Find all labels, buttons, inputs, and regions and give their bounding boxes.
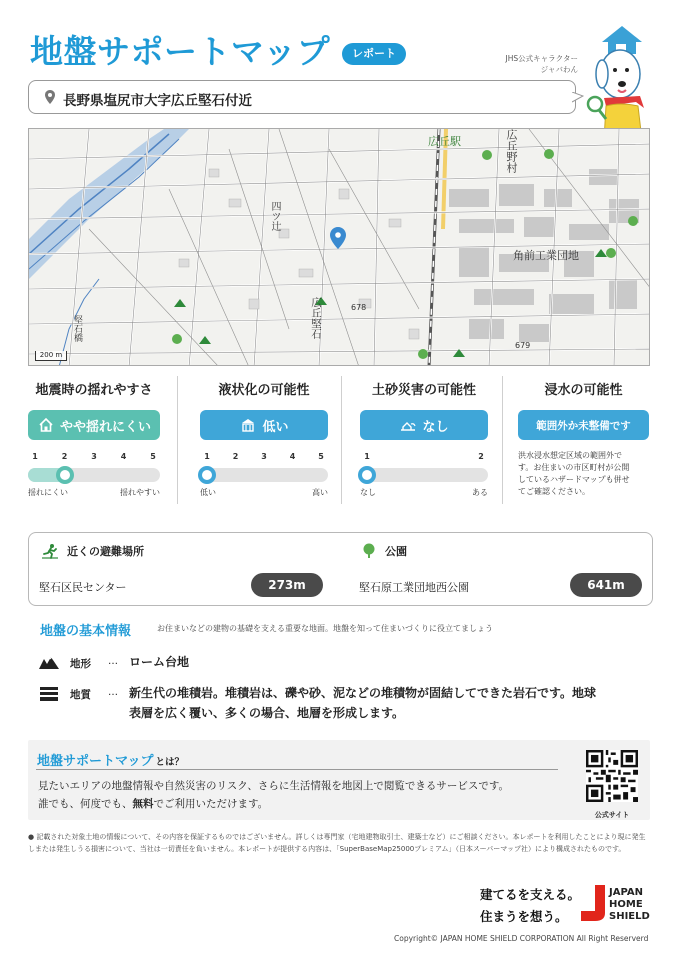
shelter-label: 近くの避難場所 xyxy=(67,545,144,558)
geology-value xyxy=(129,683,596,723)
official-site-qr[interactable] xyxy=(586,750,638,820)
hazard-divider-1 xyxy=(177,376,178,504)
hazard-earthquake-title: 地震時の揺れやすさ xyxy=(35,383,153,398)
hazard-divider-2 xyxy=(341,376,342,504)
about-line2-a: 誰でも、何度でも、 xyxy=(38,798,133,810)
scale-number: 5 xyxy=(150,452,156,461)
about-title-suffix: とは？ xyxy=(155,757,184,768)
map-label-route-678: 678 xyxy=(351,303,367,312)
scale-number: 1 xyxy=(204,452,210,461)
logo-line3: SHIELD xyxy=(609,911,650,922)
hazard-landslide-result xyxy=(360,410,488,440)
hazard-landslide-min: なし xyxy=(360,488,376,497)
hazard-liquefaction-scale xyxy=(200,452,328,466)
hazard-earthquake-scale xyxy=(28,452,160,466)
address-bar xyxy=(28,80,576,114)
hazard-liquefaction-result-text: 低い xyxy=(262,419,289,435)
disclaimer xyxy=(28,831,650,855)
scale-number: 3 xyxy=(261,452,267,461)
scale-number: 3 xyxy=(91,452,97,461)
nearby-facilities xyxy=(28,532,653,606)
about-title-main: 地盤サポートマップ xyxy=(37,754,154,769)
hazard-landslide-knob xyxy=(358,466,376,484)
shelter-distance-badge: 273m xyxy=(251,573,323,597)
disclaimer-text: 記載された対象土地の情報について、その内容を保証するものではございません。詳しくは専門家（宅地建物取引士、建築士など）にご相談ください。本レポートを利用したことにより現に発生しまたは発生しうる損害について、当社は一切責任を負いません。本レポートが提供する内容は、「SuperBaseMap25000プレミアム」（日本スーパーマップ社）により構成されたものです。 xyxy=(28,833,646,853)
map-label-hirooka-nomura: 広丘野村 xyxy=(505,129,518,173)
hazard-flood-title: 浸水の可能性 xyxy=(544,383,623,398)
hazard-flood-note-line: 洪水浸水想定区域の範囲外で xyxy=(518,451,622,460)
hazard-flood xyxy=(518,380,649,510)
about-line1: 見たいエリアの地盤情報や自然災害のリスク、さらに生活情報を地図上で閲覧できるサービスです。 xyxy=(38,780,510,792)
hazard-flood-result: 範囲外か未整備です xyxy=(518,410,649,440)
park-name[interactable]: 堅石原工業団地西公園 xyxy=(359,581,469,594)
location-pin-icon xyxy=(45,90,55,104)
mascot-caption-line1: JHS公式キャラクター xyxy=(505,54,578,63)
copyright: Copyright© JAPAN HOME SHIELD CORPORATION All Right Reserverd xyxy=(394,934,649,943)
disclaimer-bullet: ● xyxy=(28,833,35,841)
scale-number: 2 xyxy=(61,452,68,461)
hazard-divider-3 xyxy=(502,376,503,504)
hazard-earthquake-max: 揺れやすい xyxy=(120,488,160,497)
scale-number: 1 xyxy=(32,452,38,461)
hazard-landslide-track xyxy=(360,468,488,482)
hazard-flood-note-line: てご確認ください。 xyxy=(518,487,590,496)
hazard-earthquake-min: 揺れにくい xyxy=(28,488,68,497)
terrain-icon xyxy=(38,654,60,670)
scale-number: 4 xyxy=(120,452,127,461)
hazard-flood-note-line: しているハザードマップも併せ xyxy=(518,475,630,484)
geology-row xyxy=(38,685,118,706)
about-line2-c: でご利用いただけます。 xyxy=(153,798,269,810)
hazard-liquefaction-max: 高い xyxy=(312,488,328,497)
slogan xyxy=(480,884,580,928)
scale-number: 1 xyxy=(364,452,370,461)
hazard-landslide-scale xyxy=(360,452,488,466)
qr-caption: 公式サイト xyxy=(594,811,630,819)
speech-bubble-tail xyxy=(572,92,584,104)
ground-info-heading: 地盤の基本情報 xyxy=(40,624,132,639)
map-scale: 200 m xyxy=(35,351,67,361)
hazard-earthquake-ends xyxy=(28,487,160,499)
about-panel xyxy=(28,740,650,820)
about-text xyxy=(38,777,509,813)
slogan-line1: 建てるを支える。 xyxy=(480,887,581,902)
house-shake-icon xyxy=(37,417,55,433)
evacuation-running-icon xyxy=(41,543,59,559)
hazard-landslide xyxy=(360,380,488,510)
shelter-header xyxy=(41,543,144,559)
map-label-station: 広丘駅 xyxy=(428,135,461,148)
map-label-route-679: 679 xyxy=(515,341,531,350)
park-header xyxy=(361,543,407,559)
geology-value-line1: 新生代の堆積岩。堆積岩は、礫や砂、泥などの堆積物が固結してできた岩石です。地球 xyxy=(129,686,597,700)
about-divider xyxy=(36,769,558,770)
strata-icon xyxy=(38,685,60,703)
about-line2 xyxy=(38,795,509,813)
terrain-value: ローム台地 xyxy=(129,655,190,669)
shelter-name[interactable]: 堅石区民センター xyxy=(39,581,127,594)
map-label-kataishi-bridge: 堅石橋 xyxy=(72,315,82,342)
hazard-earthquake-result-text: やや揺れにくい xyxy=(59,419,151,435)
map-label-yotsutsuji: 四ツ辻 xyxy=(269,201,280,231)
mascot-caption xyxy=(488,53,578,75)
ground-info-intro: お住まいなどの建物の基礎を支える重要な地面。地盤を知って住まいづくりに役立てましょう xyxy=(157,624,493,633)
hazard-earthquake xyxy=(28,380,160,510)
hazard-earthquake-knob xyxy=(56,466,74,484)
scale-number: 2 xyxy=(232,452,239,461)
page-title: 地盤サポートマップ xyxy=(30,32,331,71)
terrain-row xyxy=(38,654,118,673)
slope-house-icon xyxy=(399,417,417,433)
logo-text xyxy=(609,887,650,923)
hazard-liquefaction-track xyxy=(200,468,328,482)
hazard-liquefaction-ends xyxy=(200,487,328,499)
map-label-industrial: 角前工業団地 xyxy=(513,249,579,262)
hazard-liquefaction-result xyxy=(200,410,328,440)
location-map[interactable] xyxy=(28,128,650,366)
geology-value-line2: 表層を広く覆い、多くの場合、地層を形成します。 xyxy=(129,706,405,720)
terrain-key: 地形 xyxy=(70,658,91,670)
building-icon xyxy=(239,417,257,433)
slogan-line2: 住まうを想う。 xyxy=(480,909,568,924)
logo-line2: HOME xyxy=(609,899,643,910)
hazard-flood-note-line: す。お住まいの市区町村が公開 xyxy=(518,463,630,472)
about-line2-free: 無料 xyxy=(132,798,154,810)
hazard-liquefaction-knob xyxy=(198,466,216,484)
jhs-logo-mark-icon xyxy=(579,885,609,921)
hazard-flood-note xyxy=(518,450,649,498)
hazard-landslide-max: ある xyxy=(472,488,488,497)
hazard-earthquake-result xyxy=(28,410,160,440)
about-title xyxy=(37,750,184,769)
address-text: 長野県塩尻市大字広丘堅石付近 xyxy=(63,93,252,109)
logo-line1: JAPAN xyxy=(609,887,643,898)
report-badge: レポート xyxy=(342,43,406,65)
hazard-landslide-title: 土砂災害の可能性 xyxy=(371,383,476,398)
hazard-landslide-result-text: なし xyxy=(422,419,449,435)
company-logo xyxy=(579,885,653,923)
map-label-hirooka-kataishi: 広丘堅石 xyxy=(310,297,322,339)
scale-number: 2 xyxy=(478,452,484,461)
hazard-landslide-ends xyxy=(360,487,488,499)
geology-separator: … xyxy=(108,687,118,698)
geology-key: 地質 xyxy=(70,689,91,701)
scale-number: 5 xyxy=(318,452,324,461)
park-distance-badge: 641m xyxy=(570,573,642,597)
hazard-liquefaction-title: 液状化の可能性 xyxy=(218,383,310,398)
mascot-caption-line2: ジャバわん xyxy=(540,65,578,74)
hazard-liquefaction-min: 低い xyxy=(200,488,216,497)
tree-icon xyxy=(361,543,377,559)
scale-number: 4 xyxy=(289,452,296,461)
terrain-separator: … xyxy=(108,656,118,667)
hazard-liquefaction xyxy=(200,380,328,510)
hazard-earthquake-track xyxy=(28,468,160,482)
park-label: 公園 xyxy=(385,545,407,558)
qr-code-icon[interactable] xyxy=(586,750,638,802)
